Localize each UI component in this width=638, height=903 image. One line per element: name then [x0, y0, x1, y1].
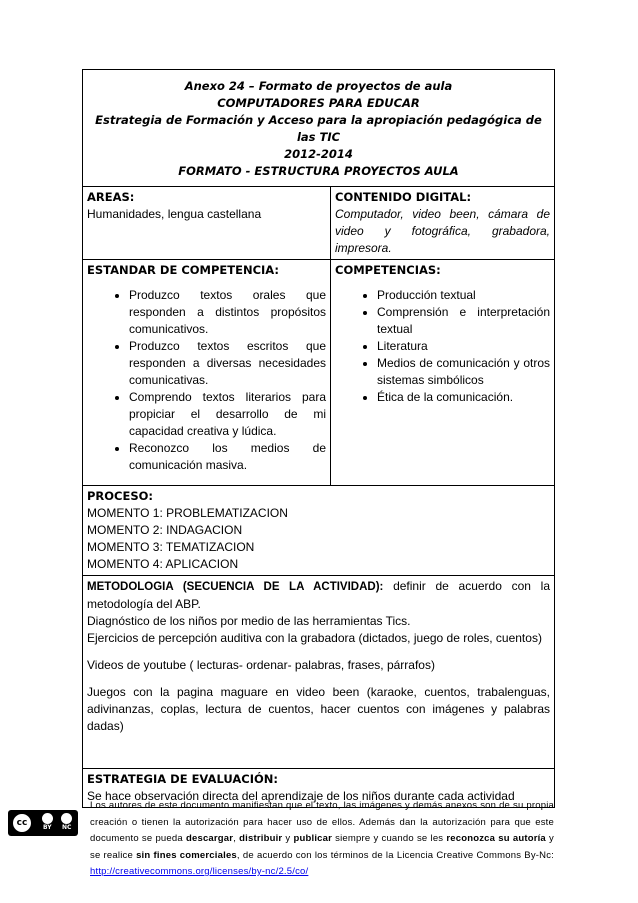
- proceso-moment: MOMENTO 4: APLICACION: [87, 557, 239, 571]
- header-years: 2012-2014: [284, 147, 353, 161]
- license-bold-sin-fines: sin fines comerciales: [136, 849, 237, 861]
- contenido-label: CONTENIDO DIGITAL:: [335, 190, 472, 204]
- metodologia-paragraph: Ejercicios de percepción auditiva con la grabadora (dictados, juego de roles, cuentos): [87, 631, 542, 645]
- license-bold-descargar: descargar: [185, 833, 234, 844]
- proceso-moment: MOMENTO 3: TEMATIZACION: [87, 540, 255, 554]
- evaluacion-value: Se hace observación directa del aprendizaje de los niños durante cada actividad: [87, 789, 515, 803]
- license-text-part: y: [282, 833, 294, 844]
- cc-by-label: BY: [43, 824, 52, 831]
- competencias-list: [335, 287, 550, 406]
- header-strategy: Estrategia de Formación y Acceso para la apropiación pedagógica de las TIC: [95, 113, 542, 144]
- no-dollar-icon: [61, 813, 72, 824]
- proceso-moment: MOMENTO 1: PROBLEMATIZACION: [87, 506, 288, 520]
- metodologia-paragraph: Juegos con la pagina maguare en video been (karaoke, cuentos, trabalenguas, adivinanzas, coplas, lectura de cuentos, hacer cuentos con imágenes y palabras dadas): [87, 685, 550, 733]
- license-text-part: ,: [233, 833, 240, 844]
- license-text-part: y se realice: [90, 833, 554, 861]
- license-bold-publicar: publicar: [293, 833, 333, 844]
- contenido-cell: [331, 187, 555, 260]
- metodologia-label: METODOLOGIA (SECUENCIA DE LA ACTIVIDAD):: [87, 581, 384, 593]
- areas-cell: [83, 187, 331, 260]
- license-bold-distribuir: distribuir: [239, 833, 283, 844]
- estandar-list: [87, 287, 326, 474]
- header-program-name: COMPUTADORES PARA EDUCAR: [217, 96, 420, 110]
- project-format-page: [82, 69, 554, 808]
- license-text: [90, 798, 554, 881]
- metodologia-paragraph: Videos de youtube ( lecturas- ordenar- palabras, frases, párrafos): [87, 658, 435, 672]
- metodologia-cell: [83, 576, 555, 769]
- competencia-item: • Producción textual: [377, 287, 550, 304]
- competencias-row: [83, 260, 555, 486]
- estandar-cell: [83, 260, 331, 486]
- estandar-label: ESTANDAR DE COMPETENCIA:: [87, 263, 280, 277]
- estandar-item: • Produzco textos orales que responden a distintos propósitos comunicativos.: [129, 287, 326, 338]
- contenido-value: Computador, video been, cámara de video y fotográfica, grabadora, impresora.: [335, 207, 550, 255]
- header-format-title: FORMATO - ESTRUCTURA PROYECTOS AULA: [178, 164, 459, 178]
- estandar-item: • Comprendo textos literarios para propiciar el desarrollo de mi capacidad creativa y lúdica.: [129, 389, 326, 440]
- license-text-part: siempre y cuando se les: [332, 833, 447, 844]
- competencia-item: • Medios de comunicación y otros sistemas simbólicos: [377, 355, 550, 389]
- estandar-item: • Reconozco los medios de comunicación masiva.: [129, 440, 326, 474]
- evaluacion-label: ESTRATEGIA DE EVALUACIÓN:: [87, 772, 278, 786]
- competencias-cell: [331, 260, 555, 486]
- proceso-cell: [83, 486, 555, 576]
- proceso-row: [83, 486, 555, 576]
- areas-label: AREAS:: [87, 190, 135, 204]
- creative-commons-badge: [8, 810, 78, 836]
- areas-value: Humanidades, lengua castellana: [87, 207, 262, 221]
- proceso-label: PROCESO:: [87, 489, 154, 503]
- metodologia-intro: [87, 578, 550, 613]
- estandar-item: • Produzco textos escritos que responden a diversas necesidades comunicativas.: [129, 338, 326, 389]
- license-bold-autoria: reconozca su autoría: [446, 833, 546, 844]
- cc-logo-icon: cc: [11, 812, 33, 834]
- license-footer: [8, 798, 554, 877]
- license-text-part: Los autores de este documento manifiestan que el texto, las imágenes y demás anexos son de su propia creación o tienen la autorización para hacer uso de ellos. Además dan la autorización para que este documento se pueda: [90, 800, 554, 844]
- cc-nc-label: NC: [62, 824, 72, 831]
- header-annex-title: Anexo 24 – Formato de proyectos de aula: [184, 79, 453, 93]
- competencia-item: • Comprensión e interpretación textual: [377, 304, 550, 338]
- person-icon: [42, 813, 53, 824]
- proceso-moment: MOMENTO 2: INDAGACION: [87, 523, 243, 537]
- competencia-item: • Literatura: [377, 338, 550, 355]
- license-link[interactable]: http://creativecommons.org/licenses/by-nc/2.5/co/: [90, 866, 309, 877]
- project-format-table: [82, 69, 555, 808]
- header-row: [83, 70, 555, 187]
- metodologia-intro-text: definir de acuerdo con la metodología del ABP.: [87, 579, 550, 611]
- metodologia-paragraph: Diagnóstico de los niños por medio de las herramientas Tics.: [87, 614, 411, 628]
- competencia-item: • Ética de la comunicación.: [377, 389, 550, 406]
- areas-row: [83, 187, 555, 260]
- metodologia-row: [83, 576, 555, 769]
- header-cell: [83, 70, 555, 187]
- license-text-part: , de acuerdo con los términos de la Licencia Creative Commons By-Nc:: [236, 849, 554, 861]
- competencias-label: COMPETENCIAS:: [335, 263, 441, 277]
